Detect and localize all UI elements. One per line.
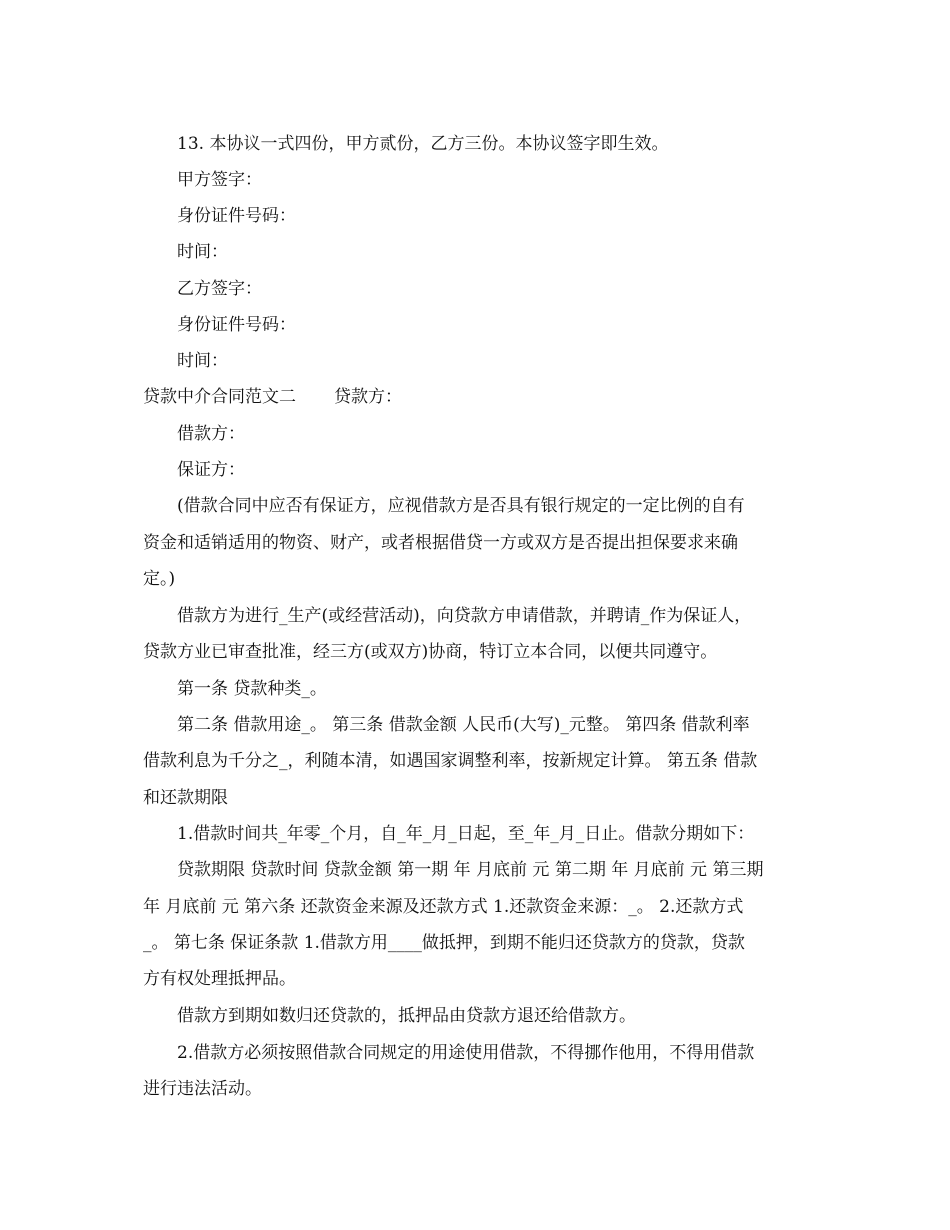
party-a-signature-label: 甲方签字： (177, 170, 262, 190)
article-1: 第一条 贷款种类_。 (177, 679, 327, 699)
paragraph-line: 年 月底前 元 第六条 还款资金来源及还款方式 1.还款资金来源：_。 2.还款方式 (143, 897, 744, 917)
paragraph-line: 贷款方业已审查批准，经三方(或双方)协商，特订立本合同，以便共同遵守。 (143, 642, 718, 662)
clause-13: 13. 本协议一式四份，甲方贰份，乙方三份。本协议签字即生效。 (177, 134, 669, 154)
party-a-id-label: 身份证件号码： (177, 206, 296, 226)
party-a-date-label: 时间： (177, 242, 228, 262)
lender-label: 贷款方： (334, 387, 402, 407)
contract-heading-row (143, 385, 402, 409)
borrower-label: 借款方： (177, 424, 245, 444)
paragraph-line: 借款方到期如数归还贷款的，抵押品由贷款方退还给借款方。 (177, 1006, 636, 1026)
paragraph-line: 方有权处理抵押品。 (143, 969, 296, 989)
paragraph-line: 贷款期限 贷款时间 贷款金额 第一期 年 月底前 元 第二期 年 月底前 元 第三期 (177, 860, 764, 880)
paragraph-line: 资金和适销适用的物资、财产，或者根据借贷一方或双方是否提出担保要求来确 (143, 533, 738, 553)
paragraph-line: 2.借款方必须按照借款合同规定的用途使用借款，不得挪作他用，不得用借款 (177, 1043, 755, 1063)
paragraph-line: 进行违法活动。 (143, 1079, 262, 1099)
paragraph-line: 借款利息为千分之_，利随本清，如遇国家调整利率，按新规定计算。 第五条 借款 (143, 751, 758, 771)
paragraph-line: 1.借款时间共_年零_个月，自_年_月_日起，至_年_月_日止。借款分期如下： (177, 824, 755, 844)
paragraph-line: (借款合同中应否有保证方，应视借款方是否具有银行规定的一定比例的自有 (177, 496, 745, 516)
paragraph-line: 借款方为进行_生产(或经营活动)，向贷款方申请借款，并聘请_作为保证人， (177, 606, 752, 626)
paragraph-line: 定。) (143, 569, 176, 589)
paragraph-line: 和还款期限 (143, 788, 228, 808)
paragraph-line: 第二条 借款用途_。 第三条 借款金额 人民币(大写)_元整。 第四条 借款利率 (177, 715, 750, 735)
party-b-id-label: 身份证件号码： (177, 315, 296, 335)
party-b-signature-label: 乙方签字： (177, 279, 262, 299)
party-b-date-label: 时间： (177, 351, 228, 371)
contract-title: 贷款中介合同范文二 (143, 387, 296, 407)
guarantor-label: 保证方： (177, 460, 245, 480)
paragraph-line: _。 第七条 保证条款 1.借款方用____做抵押，到期不能归还贷款方的贷款，贷款 (143, 933, 745, 953)
